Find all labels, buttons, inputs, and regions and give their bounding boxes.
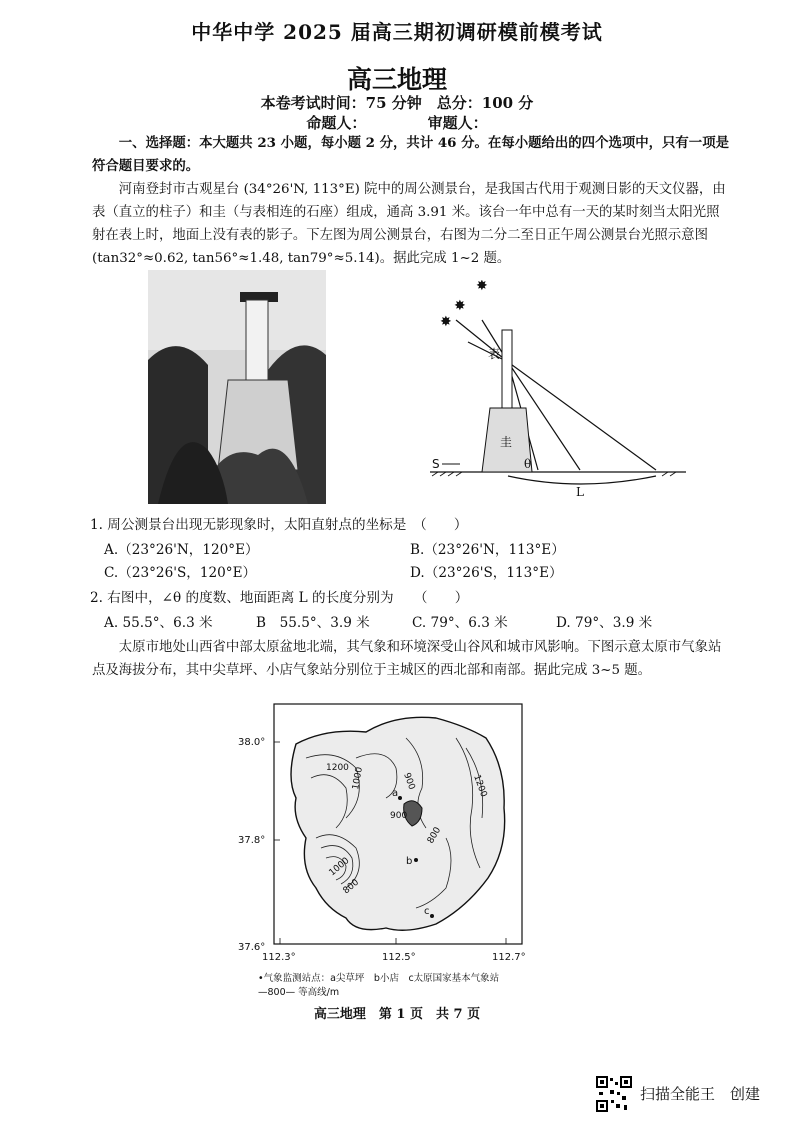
setter-label: 命题人： [306,114,367,132]
sun-icon [440,280,488,330]
svg-text:✸: ✸ [476,280,488,294]
contour-label: 900 [390,811,408,821]
contour-label: 900 [401,771,417,792]
passage-1: 河南登封市古观星台 (34°26'N, 113°E) 院中的周公测景台，是我国古代用于观测日影的天文仪器，由表（直立的柱子）和圭（与表相连的石座）组成，通高 3.91 米。该台一年中总有一天的某时刻当太阳光照射在表上时，地面上没有表的影子。下左图为周公测景台，右图为二分二至日正午周公测景台光照示意图 (tan32°≈0.62, tan56°≈1.48, tan79°≈5.14)。据此完成 1~2 题。 [92,182,726,266]
lat-label: 37.8° [238,835,266,846]
map-legend-stations: •气象监测站点：a尖草坪 b小店 c太原国家基本气象站 [258,973,500,984]
label-gui: 圭 [500,435,513,449]
exam-info: 本卷考试时间：75 分钟 总分：100 分 [260,94,534,112]
contour-label: 1000 [351,766,365,791]
q2-option-c: C. 79°、6.3 米 [412,615,508,631]
station-dot [414,858,418,862]
lon-label: 112.3° [262,952,296,963]
lon-label: 112.7° [492,952,526,963]
q1-option-b: B.（23°26'N，113°E） [410,542,565,558]
contour-label: 800 [341,877,362,897]
q2-option-a: A. 55.5°、6.3 米 [104,615,213,631]
qr-code-icon [596,1076,632,1112]
label-biao: 表 [488,347,501,361]
reviewer-label: 审题人： [427,114,488,132]
subject-title: 高三地理 [346,65,447,94]
section-instructions: 一、选择题：本大题共 23 小题，每小题 2 分，共计 46 分。在每小题给出的四个选项中，只有一项是符合题目要求的。 [92,135,729,174]
q1-option-c: C.（23°26'S，120°E） [104,565,257,581]
map-legend-contour: —800— 等高线/m [258,987,340,998]
q1-option-a: A.（23°26'N，120°E） [104,542,259,558]
q1-option-d: D.（23°26'S，113°E） [410,565,563,581]
label-l: L [576,485,584,499]
contour-label: 1000 [327,855,352,879]
svg-text:✸: ✸ [454,298,466,314]
question-2-stem: 2. 右图中，∠θ 的度数、地面距离 L 的长度分别为 （ ） [90,590,469,606]
page-footer: 高三地理 第 1 页 共 7 页 [313,1007,481,1022]
author-line [0,112,794,133]
scanner-watermark: 扫描全能王 创建 [640,1085,761,1103]
svg-text:✸: ✸ [440,314,452,330]
station-dot [430,914,434,918]
station-b: b [406,856,413,867]
passage-2: 太原市地处山西省中部太原盆地北端，其气象和环境深受山谷风和城市风影响。下图示意太原市气象站点及海拔分布，其中尖草坪、小店气象站分别位于主城区的西北部和南部。据此完成 3~5 题。 [92,640,722,678]
observatory-photo [148,270,326,504]
station-a: a [392,788,399,799]
station-dot [398,796,402,800]
label-theta: θ [524,457,532,471]
taiyuan-map [236,698,536,998]
contour-label: 1200 [471,773,489,799]
station-c: c [424,906,430,917]
shadow-diagram [430,280,690,510]
lon-label: 112.5° [382,952,416,963]
lat-label: 38.0° [238,737,266,748]
label-south: S [432,457,440,471]
lat-label: 37.6° [238,942,266,953]
q2-option-d: D. 79°、3.9 米 [556,615,653,631]
school-title: 中华中学 2025 届高三期初调研模前模考试 [191,20,603,44]
question-1-stem: 1. 周公测景台出现无影现象时，太阳直射点的坐标是 （ ） [90,517,468,533]
contour-label: 1200 [326,763,349,773]
q2-option-b: B 55.5°、3.9 米 [256,615,370,631]
contour-label: 800 [425,825,444,846]
